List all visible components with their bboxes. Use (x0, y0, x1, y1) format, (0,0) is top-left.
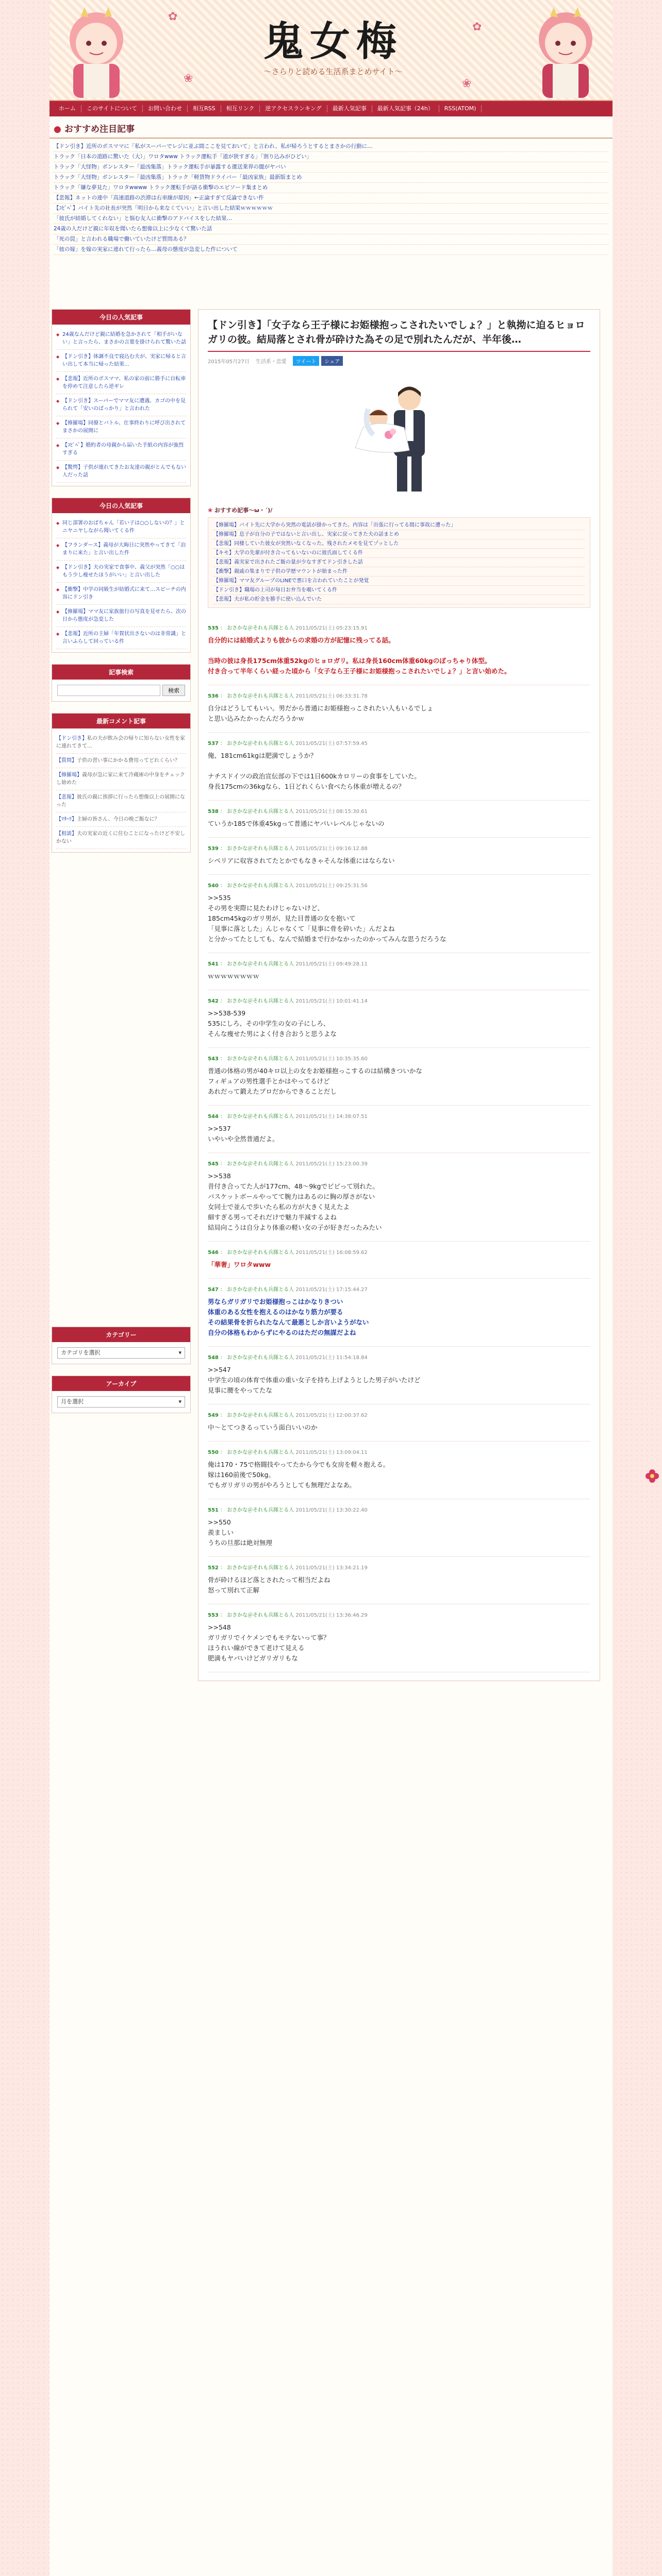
post-body: 骨が砕けるほど落とされたって相当だよね 怒って別れて正解 (208, 1576, 330, 1594)
post-number[interactable]: 546 (208, 1250, 219, 1256)
popular-widget (52, 309, 191, 486)
featured-link[interactable]: トラック「日本の道路に驚いた（大）」ワロタwww トラック運転手「道が狭すぎる」「割り込みがひどい」 (54, 152, 608, 162)
thread-post (208, 1153, 590, 1242)
comment-item[interactable]: 【質問】子供の習い事にかかる費用ってどれくらい？ (56, 754, 186, 768)
post-author: おさかな＠それも兵隊とる人 (227, 625, 294, 631)
post-header: 543 ： おさかな＠それも兵隊とる人 2011/05/21(土) 10:35:35.60 (208, 1056, 368, 1062)
recommend-link[interactable]: 【修羅場】息子が自分の子ではないと言い出し、実家に戻ってきた夫の話まとめ (213, 530, 585, 539)
post-header: 549 ： おさかな＠それも兵隊とる人 2011/05/21(土) 12:00:37.62 (208, 1413, 368, 1418)
thread-post (208, 1442, 590, 1499)
post-author: おさかな＠それも兵隊とる人 (227, 883, 294, 889)
post-header: 553 ： おさかな＠それも兵隊とる人 2011/05/21(土) 13:36:46.29 (208, 1613, 368, 1618)
post-author: おさかな＠それも兵隊とる人 (227, 846, 294, 852)
post-date: 2011/05/21(土) 13:09:04.11 (295, 1450, 368, 1455)
thread-post (208, 801, 590, 838)
post-date: 2011/05/21(土) 13:30:22.40 (295, 1507, 368, 1513)
featured-heading: ● おすすめ注目記事 (49, 116, 613, 139)
today-link[interactable]: ◆ 【修羅場】ママ友に家族旅行の写真を見せたら、次の日から態度が急変した (56, 605, 186, 627)
nav-item-links[interactable]: 相互リンク (221, 105, 260, 112)
post-author: おさかな＠それも兵隊とる人 (227, 741, 294, 747)
widget-title: 今日の人気記事 (52, 310, 190, 325)
post-author: おさかな＠それも兵隊とる人 (227, 1250, 294, 1256)
nav-item-popular[interactable]: 最新人気記事 (327, 105, 372, 112)
post-date: 2011/05/21(土) 08:15:30.61 (295, 809, 368, 815)
post-number[interactable]: 548 (208, 1355, 219, 1361)
post-number[interactable]: 538 (208, 809, 219, 815)
search-widget (52, 664, 191, 702)
article-date: 2015年05月27日 (208, 359, 250, 365)
post-author: おさかな＠それも兵隊とる人 (227, 1565, 294, 1571)
post-author: おさかな＠それも兵隊とる人 (227, 1355, 294, 1361)
category-widget (52, 1327, 191, 1364)
search-input[interactable] (57, 685, 160, 696)
comments-widget (52, 713, 191, 853)
recommend-link[interactable]: 【悲報】夫が私の貯金を勝手に使い込んでいた (213, 595, 585, 604)
post-author: おさかな＠それも兵隊とる人 (227, 961, 294, 967)
widget-title: 最新コメント記事 (52, 714, 190, 728)
post-header: 538 ： おさかな＠それも兵隊とる人 2011/05/21(土) 08:15:30.61 (208, 809, 368, 815)
thread-post (208, 1404, 590, 1442)
share-button[interactable]: シェア (321, 356, 343, 366)
post-date: 2011/05/21(土) 07:57:59.45 (295, 741, 368, 747)
today-link[interactable]: ◆ 同じ部署のおばちゃん「若い子は○○しないの？」とニヤニヤしながら聞いてくる件 (56, 516, 186, 538)
thread-post (208, 1557, 590, 1604)
site-header (49, 0, 613, 101)
nav-item-home[interactable]: ホーム (54, 105, 81, 112)
comment-item[interactable]: 【修羅場】義母が急に家に来て冷蔵庫の中身をチェックし始めた (56, 768, 186, 790)
post-body: ていうか185で体重45kgって普通にヤバいレベルじゃないの (208, 820, 385, 827)
post-header: 541 ： おさかな＠それも兵隊とる人 2011/05/21(土) 09:49:28.11 (208, 961, 368, 967)
post-date: 2011/05/21(土) 13:36:46.29 (295, 1613, 368, 1618)
post-header: 542 ： おさかな＠それも兵隊とる人 2011/05/21(土) 10:01:41.14 (208, 998, 368, 1004)
post-date: 2011/05/21(土) 13:34:21.19 (295, 1565, 368, 1571)
post-header: 540 ： おさかな＠それも兵隊とる人 2011/05/21(土) 09:25:31.56 (208, 883, 368, 889)
post-author: おさかな＠それも兵隊とる人 (227, 998, 294, 1004)
post-date: 2011/05/21(土) 17:15:44.27 (295, 1287, 368, 1293)
comment-item[interactable]: 【悲報】彼氏の親に挨拶に行ったら想像以上の展開になった (56, 790, 186, 812)
global-nav (49, 101, 613, 116)
post-thread (208, 617, 590, 1672)
thread-post (208, 685, 590, 733)
mascot-illustration-right (522, 3, 609, 99)
post-number[interactable]: 537 (208, 741, 219, 747)
post-date: 2011/05/21(土) 10:01:41.14 (295, 998, 368, 1004)
article-meta (208, 352, 590, 370)
post-date: 2011/05/21(土) 09:16:12.88 (295, 846, 368, 852)
post-number[interactable]: 553 (208, 1613, 219, 1618)
post-number[interactable]: 541 (208, 961, 219, 967)
comment-item[interactable]: 【ドン引き】私の夫が飲み会の帰りに知らない女性を家に連れてきて… (56, 732, 186, 754)
wedding-illustration (332, 378, 466, 497)
post-number[interactable]: 535 (208, 625, 219, 631)
popular-link[interactable]: ◆ 【ｺﾋﾟﾍﾟ】婚約者の母親から届いた手紙の内容が強烈すぎる (56, 438, 186, 461)
thread-post (208, 617, 590, 685)
post-number[interactable]: 542 (208, 998, 219, 1004)
widget-title: アーカイブ (52, 1376, 190, 1391)
recommend-heading: ❀ おすすめ記事〜ω・´)/ (208, 507, 273, 514)
today-link[interactable]: ◆ 【フランダース】義母が大晦日に突然やってきて「泊まりに来た」と言い出した件 (56, 538, 186, 561)
post-number[interactable]: 540 (208, 883, 219, 889)
post-number[interactable]: 544 (208, 1114, 219, 1120)
nav-item-atom[interactable]: RSS(ATOM) (439, 105, 482, 112)
post-date: 2011/05/21(土) 15:23:00.39 (295, 1161, 368, 1167)
post-body: >>535 その男を実際に見たわけじゃないけど、 185cm45kgのガリ男が、見た目普通の女を抱いて 「見事に落とした」んじゃなくて「見事に骨を砕いた」んだよね と分かってたとしても、なんで結婚まで行かなかったのかってみんな思うだろうな (208, 894, 446, 943)
post-header: 546 ： おさかな＠それも兵隊とる人 2011/05/21(土) 16:08:59.62 (208, 1250, 368, 1256)
today-link[interactable]: ◆ 【ドン引き】夫の実家で食事中、義父が突然「○○はもう少し痩せたほうがいい」と言い出した (56, 561, 186, 583)
thread-post (208, 733, 590, 801)
search-button[interactable]: 検索 (162, 685, 185, 696)
recommend-link[interactable]: 【ドン引き】職場の上司が毎日お弁当を覗いてくる件 (213, 586, 585, 595)
today-link[interactable]: ◆ 【悲報】近所の主婦「年賀状出さないのは非常識」と言いふらして回っている件 (56, 627, 186, 649)
blossom-icon: ✿ (472, 21, 482, 33)
popular-link[interactable]: ◆ 【ドン引き】体調不良で寝込む夫が、実家に帰ると言い出して本当に帰った結果… (56, 350, 186, 372)
nav-item-contact[interactable]: お問い合わせ (143, 105, 188, 112)
blossom-icon: ❀ (184, 72, 193, 85)
featured-link[interactable]: トラック「大怪物」ボンレスター「最凶集落」トラック「軽貨物ドライバー「最凶家族」最新版まとめ (54, 173, 608, 183)
post-header: 550 ： おさかな＠それも兵隊とる人 2011/05/21(土) 13:09:04.11 (208, 1450, 368, 1455)
recommend-link[interactable]: 【悲報】同棲していた彼女が突然いなくなった。残されたメモを見てゾッとした (213, 539, 585, 549)
thread-post (208, 1242, 590, 1279)
post-body: 男ならガリガリでお姫様抱っこはかなりきつい 体重のある女性を抱えるのはかなり筋力が要る その結果骨を折られたなんて最悪としか言いようがない 自分の体格もわからずにやるのはただの無謀だよね (208, 1298, 369, 1336)
post-header: 537 ： おさかな＠それも兵隊とる人 2011/05/21(土) 07:57:59.45 (208, 741, 368, 747)
recommend-link[interactable]: 【衝撃】親戚の集まりで子供の学歴マウントが始まった件 (213, 567, 585, 577)
post-date: 2011/05/21(土) 16:08:59.62 (295, 1250, 368, 1256)
sidebar (52, 309, 191, 1425)
mascot-illustration-left (53, 3, 140, 99)
blossom-icon: ✿ (168, 10, 178, 23)
post-date: 2011/05/21(土) 09:25:31.56 (295, 883, 368, 889)
post-header: 548 ： おさかな＠それも兵隊とる人 2011/05/21(土) 11:54:18.84 (208, 1355, 368, 1361)
post-date: 2011/05/21(土) 05:23:15.91 (295, 625, 368, 631)
thread-post (208, 875, 590, 953)
recommend-list (208, 517, 590, 608)
post-date: 2011/05/21(土) 12:00:37.62 (295, 1413, 368, 1418)
today-widget (52, 498, 191, 653)
post-number[interactable]: 539 (208, 846, 219, 852)
post-number[interactable]: 552 (208, 1565, 219, 1571)
featured-link[interactable]: 【悲報】ネットの連中「高速道路の渋滞は右車線が原因」←正論すぎて反論できない件 (54, 193, 608, 204)
post-body: 「華奢」ワロタwww (208, 1261, 271, 1268)
thread-post (208, 1499, 590, 1557)
blossom-icon: ❀ (462, 77, 472, 90)
post-date: 2011/05/21(土) 10:35:35.60 (295, 1056, 368, 1062)
featured-link[interactable]: 「彼氏が結婚してくれない」と悩む友人に衝撃のアドバイスをした結果… (54, 214, 608, 224)
post-author: おさかな＠それも兵隊とる人 (227, 809, 294, 815)
recommend-link[interactable]: 【修羅場】バイト先に大学から突然の電話が掛かってきた。内容は「出張に行ってる間に事故に遭った」 (213, 521, 585, 530)
post-body: ｗｗｗｗｗｗｗｗ (208, 972, 260, 980)
archive-select[interactable]: 月を選択 ▾ (57, 1396, 185, 1408)
post-body: 自分的には結婚式よりも彼からの求婚の方が記憶に残ってる話。 当時の彼は身長175cm体重52kgのヒョロガリ。私は身長160cm体重60kgのぽっちゃり体型。 付き合って半年くらい経った頃から「女子なら王子様にお姫様抱っこされたいでしょ？」と言い始めた。 (208, 636, 511, 675)
post-number[interactable]: 545 (208, 1161, 219, 1167)
post-body: >>550 羨ましい うちの旦那は絶対無理 (208, 1518, 273, 1547)
post-body: 俺、181cm61kgは肥満でしょうか？ ナチスドイツの政治宣伝部の下では1日600kカロリーの食事をしていた。 身長175cmの36kgなら、1日どれくらい食べたら体重が増えるの？ (208, 752, 421, 790)
thread-post (208, 838, 590, 875)
post-author: おさかな＠それも兵隊とる人 (227, 1161, 294, 1167)
post-header: 535 ： おさかな＠それも兵隊とる人 2011/05/21(土) 05:23:15.91 (208, 625, 368, 631)
post-author: おさかな＠それも兵隊とる人 (227, 1114, 294, 1120)
popular-link[interactable]: ◆ 24歳なんだけど親に結婚を急かされて「相手がいない」と言ったら、まさかの言葉を掛けられて驚いた話 (56, 328, 186, 350)
post-author: おさかな＠それも兵隊とる人 (227, 1450, 294, 1455)
comment-item[interactable]: 【ﾏﾀｰﾘ】主婦の皆さん、今日の晩ご飯なに？ (56, 812, 186, 827)
popular-link[interactable]: ◆ 【修羅場】同僚とバトル、仕事終わりに呼び出されてまさかの展開に (56, 416, 186, 438)
featured-link[interactable]: トラック「大怪物」ボンレスター「最凶集落」トラック運転手が暴露する運送業界の闇がヤバい (54, 162, 608, 173)
recommend-link[interactable]: 【悲報】義実家で出されたご飯の量が少なすぎてドン引きした話 (213, 558, 585, 567)
post-body: 中〜とてつきるっていう面白いいのか (208, 1423, 318, 1431)
site-tagline: 〜さらりと読める生活系まとめサイト〜 (263, 67, 403, 76)
post-number[interactable]: 543 (208, 1056, 219, 1062)
post-date: 2011/05/21(土) 06:33:31.78 (295, 693, 368, 699)
post-number[interactable]: 550 (208, 1450, 219, 1455)
popular-link[interactable]: ◆ 【悲報】近所のボスママ、私の家の前に勝手に自転車を停めて注意したら逆ギレ (56, 372, 186, 394)
post-header: 544 ： おさかな＠それも兵隊とる人 2011/05/21(土) 14:38:07.51 (208, 1114, 368, 1120)
post-date: 2011/05/21(土) 11:54:18.84 (295, 1355, 368, 1361)
widget-title: 記事検索 (52, 665, 190, 680)
bullet-icon: ● (54, 124, 61, 134)
thread-post (208, 990, 590, 1048)
post-number[interactable]: 547 (208, 1287, 219, 1293)
post-header: 539 ： おさかな＠それも兵隊とる人 2011/05/21(土) 09:16:12.88 (208, 846, 368, 852)
nav-item-ranking[interactable]: 逆アクセスランキング (260, 105, 327, 112)
post-header: 536 ： おさかな＠それも兵隊とる人 2011/05/21(土) 06:33:31.78 (208, 693, 368, 699)
post-body: >>537 いやいや全然普通だよ。 (208, 1125, 279, 1143)
post-header: 551 ： おさかな＠それも兵隊とる人 2011/05/21(土) 13:30:22.40 (208, 1507, 368, 1513)
widget-title: 今日の人気記事 (52, 498, 190, 513)
nav-item-popular-24h[interactable]: 最新人気記事（24h） (372, 105, 439, 112)
thread-post (208, 1279, 590, 1347)
featured-link[interactable]: 24歳の人だけど親に年収を聞いたら想像以上に少なくて驚いた話 (54, 224, 608, 234)
post-body: >>538-539 535にしろ、その中学生の女の子にしろ、 そんな痩せた男によく付き合おうと思うよな (208, 1009, 337, 1038)
archive-widget (52, 1376, 191, 1413)
post-number[interactable]: 551 (208, 1507, 219, 1513)
post-date: 2011/05/21(土) 14:38:07.51 (295, 1114, 368, 1120)
thread-post (208, 953, 590, 990)
post-date: 2011/05/21(土) 09:49:28.11 (295, 961, 368, 967)
post-author: おさかな＠それも兵隊とる人 (227, 1507, 294, 1513)
category-select[interactable]: カテゴリを選択 ▾ (57, 1347, 185, 1359)
recommend-link[interactable]: 【キモ】大学の先輩が付き合ってもいないのに彼氏面してくる件 (213, 549, 585, 558)
post-body: >>548 ガリガリでイケメンでもモテないって事？ ほうれい線ができて老けて見える 肥満もヤバいけどガリガリもな (208, 1623, 330, 1662)
post-number[interactable]: 549 (208, 1413, 219, 1418)
post-author: おさかな＠それも兵隊とる人 (227, 693, 294, 699)
comment-item[interactable]: 【相談】夫の実家の近くに住むことになったけど不安しかない (56, 827, 186, 849)
popular-link[interactable]: ◆ 【ドン引き】スーパーでママ友に遭遇。カゴの中を見られて「安いのばっかり」と言われた (56, 394, 186, 416)
post-body: 普通の体格の男が40キロ以上の女をお姫様抱っこするのは結構きついかな フィギュアの男性選手とかはやってるけど あれだって鍛えたプロだからできることだし (208, 1067, 422, 1095)
featured-link[interactable]: トラック「嫌な夢見た」ワロタwwww トラック運転手が語る衝撃のエピソード集まとめ (54, 183, 608, 193)
post-body: >>538 昔付き合ってた人が177cm、48〜9kgでビビって別れた。 バスケットボールやってて腕力はあるのに胸の厚さがない 女同士で並んで歩いたら私の方が大きく見えたよ 細すぎる男ってそれだけで魅力半減するよね 結局向こうは自分より体重の軽い女の子が好きだったみたい (208, 1172, 382, 1231)
today-link[interactable]: ◆ 【衝撃】中学の同級生が結婚式に来て…スピーチの内容にドン引き (56, 583, 186, 605)
recommend-link[interactable]: 【修羅場】ママ友グループのLINEで悪口を言われていたことが発覚 (213, 577, 585, 586)
thread-post (208, 1048, 590, 1106)
featured-link[interactable]: 【ドン引き】近所のボスママに「私がスーパーでレジに並ぶ間ここを見ておいて」と言われ、私が帰ろうとするとまさかの行動に… (54, 142, 608, 152)
post-header: 552 ： おさかな＠それも兵隊とる人 2011/05/21(土) 13:34:21.19 (208, 1565, 368, 1571)
article-title: 【ドン引き】「女子なら王子様にお姫様抱っこされたいでしょ？」と執拗に迫るヒョロガリの彼。結局落とされ骨が砕けた為その足で別れたんだが、半年後… (208, 318, 590, 352)
featured-link[interactable]: 「彼の嫁」を嫁の実家に連れて行ったら…義母の態度が急変した件について (54, 245, 608, 255)
post-header: 547 ： おさかな＠それも兵隊とる人 2011/05/21(土) 17:15:44.27 (208, 1287, 368, 1293)
tweet-button[interactable]: ツイート (293, 356, 320, 366)
site-logo[interactable]: 鬼女梅 (263, 18, 403, 65)
nav-item-about[interactable]: このサイトについて (81, 105, 143, 112)
post-body: >>547 中学生の頃の体育で体重の重い女子を持ち上げようとした男子がいたけど 見事に腰をやってたな (208, 1366, 421, 1394)
post-author: おさかな＠それも兵隊とる人 (227, 1413, 294, 1418)
post-header: 545 ： おさかな＠それも兵隊とる人 2011/05/21(土) 15:23:00.39 (208, 1161, 368, 1167)
post-author: おさかな＠それも兵隊とる人 (227, 1613, 294, 1618)
featured-link[interactable]: 【ｺﾋﾟﾍﾟ】バイト先の社長が突然「明日から来なくていい」と言い出した結果ｗｗｗｗｗｗ (54, 204, 608, 214)
post-author: おさかな＠それも兵隊とる人 (227, 1287, 294, 1293)
article-category[interactable]: 生活系・恋愛 (255, 359, 287, 365)
featured-list (49, 139, 613, 258)
thread-post (208, 1604, 590, 1672)
post-number[interactable]: 536 (208, 693, 219, 699)
featured-link[interactable]: 「死の罠」と言われる職場で働いていたけど質問ある？ (54, 234, 608, 245)
thread-post (208, 1106, 590, 1153)
post-author: おさかな＠それも兵隊とる人 (227, 1056, 294, 1062)
article (198, 309, 600, 1681)
popular-link[interactable]: ◆ 【驚愕】子供が連れてきたお友達の親がとんでもない人だった話 (56, 461, 186, 483)
flower-icon (644, 1468, 660, 1484)
thread-post (208, 1347, 590, 1404)
widget-title: カテゴリー (52, 1327, 190, 1342)
post-body: 自分はどうしてもいい。男だから普通にお姫様抱っこされたい人もいるでしょ と思い込みたかったんだろうかｗ (208, 704, 434, 722)
nav-item-rss[interactable]: 相互RSS (188, 105, 221, 112)
post-body: シベリアに収容されてたとかでもなきゃそんな体重にはならない (208, 857, 395, 865)
post-body: 俺は170・75で格闘技やってたから今でも女房を軽々抱える。 嫁は160前後で50kg。 でもガリガリの男がやろうとしても無理だよなあ。 (208, 1461, 390, 1489)
flower-icon: ❀ (208, 507, 215, 514)
